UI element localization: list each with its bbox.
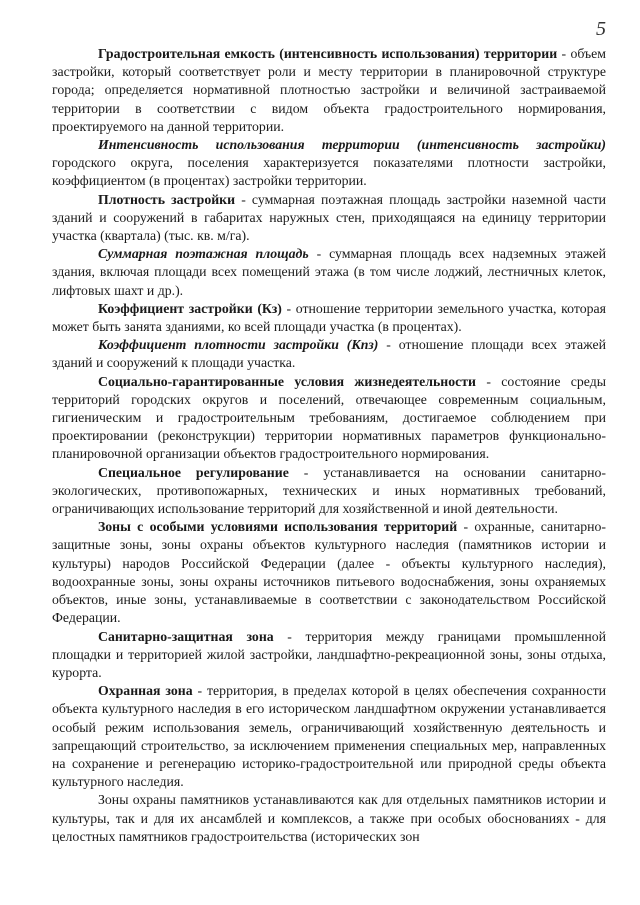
definition-text: - охранные, санитарно-защитные зоны, зоны охраны объектов культурного наследия (памятников истории и культуры) народов Российской Федерации (далее - объекты культурного наследия), водоохранные зоны, зоны охраны источников питьевого водоснабжения, зоны охраняемых объектов, иные зоны, устанавливаемые в соответствии с законодательством Российской Федерации. xyxy=(52,519,606,626)
defined-term: Градостроительная емкость (интенсивность использования) территории xyxy=(98,46,558,61)
defined-term: Коэффициент плотности застройки (Кпз) xyxy=(98,337,379,353)
definition-paragraph xyxy=(52,245,606,300)
document-body xyxy=(52,45,606,846)
defined-term: Суммарная поэтажная площадь xyxy=(98,246,309,262)
definition-paragraph xyxy=(52,45,606,136)
definition-text: - состояние среды территорий городских округов и поселений, отвечающее современным социальным, гигиеническим и градостроительным требованиям, достигаемое соблюдением при проектировании (реконструкции) территории нормативных параметров функционально-планировочной организации объектов градостроительного нормирования. xyxy=(52,373,606,462)
definition-paragraph xyxy=(52,373,606,464)
definition-paragraph xyxy=(52,300,606,336)
definition-text: - территория, в пределах которой в целях обеспечения сохранности объекта культурного наследия в его историческом ландшафтном окружении устанавливается особый режим использования земель, ограничивающий хозяйственную деятельность и запрещающий строительство, за исключением применения специальных мер, направленных на сохранение и регенерацию историко-градостроительной или природной среды объекта культурного наследия. xyxy=(52,683,606,790)
definition-paragraph xyxy=(52,791,606,846)
defined-term: Социально-гарантированные условия жизнедеятельности xyxy=(98,373,477,389)
definition-text: - суммарная площадь всех надземных этажей здания, включая площади всех помещений этажа (в том числе лоджий, лестничных клеток, лифтовых шахт и др.). xyxy=(52,246,606,298)
definition-paragraph xyxy=(52,682,606,791)
definition-text: - объем застройки, который соответствует роли и месту территории в планировочной структуре города; определяется нормативной плотностью застройки и величиной застраиваемой территории в соответствии с видом объекта градостроительного нормирования, проектируемого на данной территории. xyxy=(52,46,607,134)
definition-paragraph xyxy=(52,191,606,246)
definition-paragraph xyxy=(52,336,606,372)
defined-term: Зоны с особыми условиями использования территорий xyxy=(98,519,458,535)
defined-term: Интенсивность использования территории (интенсивность застройки) xyxy=(98,137,606,153)
definition-text: - суммарная поэтажная площадь застройки наземной части зданий и сооружений в габаритах наружных стен, приходящаяся на единицу территории участка (квартала) (тыс. кв. м/га). xyxy=(52,191,606,244)
definition-text: - отношение площади всех этажей зданий и сооружений к площади участка. xyxy=(52,337,606,371)
definition-paragraph xyxy=(52,464,606,519)
definition-paragraph xyxy=(52,518,606,627)
defined-term: Санитарно-защитная зона xyxy=(98,628,274,644)
definition-text: городского округа, поселения характеризуется показателями плотности застройки, коэффициентом (в процентах) застройки территории. xyxy=(52,155,606,189)
defined-term: Специальное регулирование xyxy=(98,464,289,480)
defined-term: Плотность застройки xyxy=(98,191,236,207)
definition-text: - устанавливается на основании санитарно-экологических, противопожарных, технических и иных нормативных требований, ограничивающих использование территорий для хозяйственной и иной деятельности. xyxy=(52,464,606,517)
definition-paragraph xyxy=(52,628,606,683)
definition-paragraph xyxy=(52,136,606,191)
definition-text: - отношение территории земельного участка, которая может быть занята зданиями, ко всей площади участка (в процентах). xyxy=(52,300,606,335)
definition-text: - территория между границами промышленной площадки и территорией жилой застройки, ландшафтно-рекреационной зоны, зоны отдыха, курорта. xyxy=(52,628,606,680)
page-number: 5 xyxy=(596,18,606,40)
definition-text: Зоны охраны памятников устанавливаются как для отдельных памятников истории и культуры, так и для их ансамблей и комплексов, а также при особых обоснованиях - для целостных памятников градостроительства (исторических зон xyxy=(52,792,606,844)
defined-term: Коэффициент застройки (Кз) xyxy=(98,300,282,316)
defined-term: Охранная зона xyxy=(98,683,193,699)
